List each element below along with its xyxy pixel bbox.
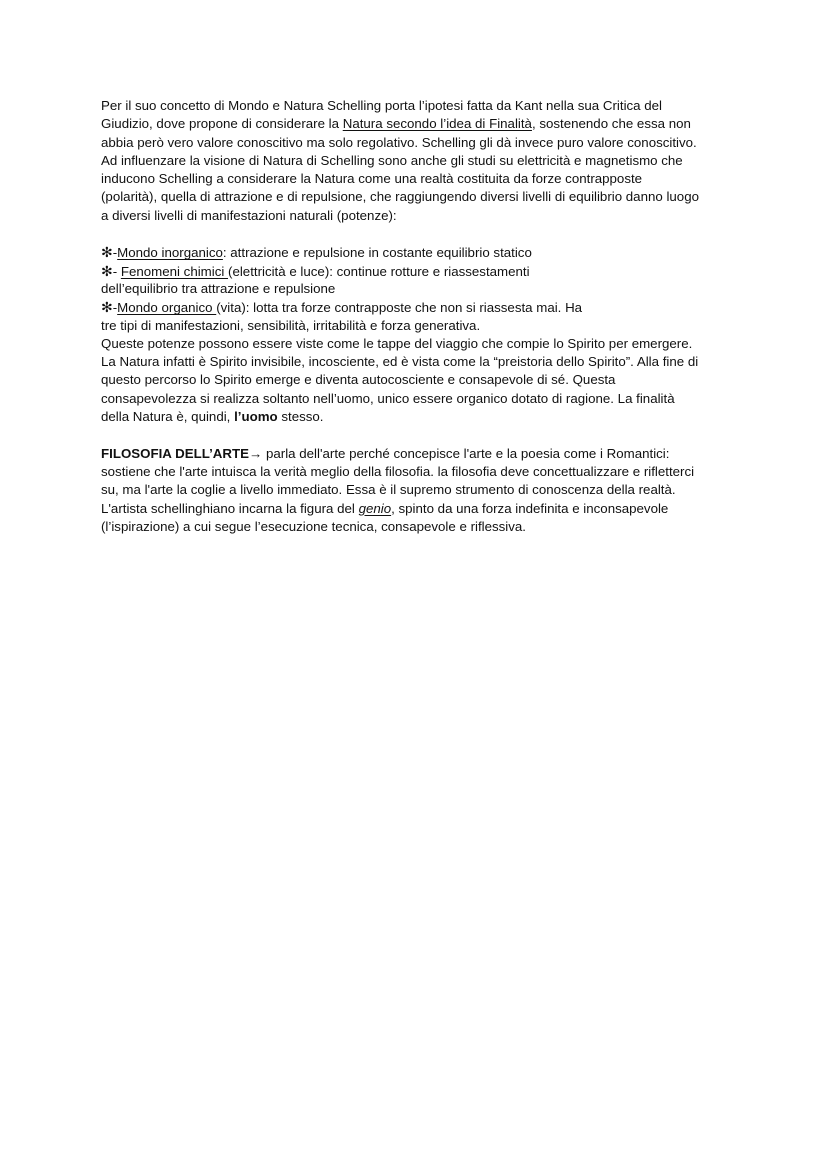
text-span: : attrazione e repulsione in costante equilibrio statico bbox=[222, 245, 532, 261]
paragraph-gap bbox=[101, 225, 741, 243]
italic-underlined-term: genio bbox=[358, 500, 392, 516]
text-span: parla dell'arte perché concepisce l'arte e la poesia come i Romantici: bbox=[262, 445, 670, 461]
text-line: consapevolezza si realizza soltanto nell’uomo, unico essere organico dotato di ragione. La finalità bbox=[101, 390, 675, 406]
paragraph-spirito bbox=[101, 335, 741, 426]
potenze-list bbox=[101, 243, 741, 334]
text-line: (polarità), quella di attrazione e di repulsione, che raggiungendo diversi livelli di equilibrio danno luogo bbox=[101, 189, 699, 205]
text-span: (elettricità e luce): continue rotture e riassestamenti bbox=[228, 263, 530, 279]
text-span: - bbox=[112, 245, 118, 261]
bold-term: l’uomo bbox=[234, 409, 278, 425]
text-span: stesso. bbox=[277, 409, 324, 425]
underlined-term: Fenomeni chimici bbox=[120, 263, 229, 279]
paragraph-filosofia-arte bbox=[101, 445, 741, 536]
asterisk-bullet-icon: ✻ bbox=[101, 299, 113, 316]
text-span: - bbox=[112, 300, 118, 316]
text-line: questo percorso lo Spirito emerge e diventa autocosciente e consapevole di sé. Questa bbox=[101, 372, 616, 388]
text-span: , sostenendo che essa non bbox=[531, 116, 691, 132]
asterisk-bullet-icon: ✻ bbox=[101, 262, 113, 279]
text-line: abbia però vero valore conoscitivo ma solo regolativo. Schelling gli dà invece puro valore conoscitivo. bbox=[101, 134, 697, 150]
text-span: - bbox=[112, 263, 121, 279]
text-line: Per il suo concetto di Mondo e Natura Schelling porta l’ipotesi fatta da Kant nella sua Critica del bbox=[101, 98, 663, 113]
text-line bbox=[101, 408, 741, 426]
asterisk-bullet-icon: ✻ bbox=[101, 244, 113, 261]
list-item bbox=[101, 262, 741, 280]
text-line: a diversi livelli di manifestazioni naturali (potenze): bbox=[101, 207, 397, 223]
section-heading: FILOSOFIA DELL’ARTE bbox=[101, 445, 249, 461]
text-line: Ad influenzare la visione di Natura di Schelling sono anche gli studi su elettricità e magnetismo che bbox=[101, 152, 683, 168]
text-span: della Natura è, quindi, bbox=[101, 409, 235, 425]
underlined-term: Mondo organico bbox=[117, 300, 217, 316]
text-line: sostiene che l'arte intuisca la verità meglio della filosofia. la filosofia deve concettualizzare e rifletterci bbox=[101, 463, 695, 479]
text-line: La Natura infatti è Spirito invisibile, incosciente, ed è vista come la “preistoria dello Spirito”. Alla fine di bbox=[101, 354, 699, 370]
list-item-continuation: dell’equilibrio tra attrazione e repulsione bbox=[101, 280, 336, 296]
text-span: L'artista schellinghiano incarna la figura del bbox=[101, 500, 359, 516]
text-line bbox=[101, 445, 741, 463]
text-line bbox=[101, 115, 741, 133]
arrow-right-icon: → bbox=[249, 445, 263, 461]
text-line: (l’ispirazione) a cui segue l’esecuzione tecnica, consapevole e riflessiva. bbox=[101, 518, 526, 534]
underlined-term: Mondo inorganico bbox=[117, 245, 223, 261]
paragraph-natura bbox=[101, 97, 741, 225]
paragraph-gap bbox=[101, 426, 741, 444]
list-item-continuation: tre tipi di manifestazioni, sensibilità, irritabilità e forza generativa. bbox=[101, 317, 481, 333]
text-span: , spinto da una forza indefinita e inconsapevole bbox=[391, 500, 669, 516]
text-line: inducono Schelling a considerare la Natura come una realtà costituita da forze contrapposte bbox=[101, 171, 643, 187]
text-span: (vita): lotta tra forze contrapposte che non si riassesta mai. Ha bbox=[216, 300, 583, 316]
list-item bbox=[101, 243, 741, 261]
text-line: Queste potenze possono essere viste come le tappe del viaggio che compie lo Spirito per emergere. bbox=[101, 335, 693, 351]
text-span: Giudizio, dove propone di considerare la bbox=[101, 116, 343, 132]
underlined-term: Natura secondo l’idea di Finalità bbox=[342, 116, 532, 132]
document-body bbox=[101, 97, 741, 536]
text-line bbox=[101, 500, 741, 518]
list-item bbox=[101, 298, 741, 316]
text-line: su, ma l'arte la coglie a livello immediato. Essa è il supremo strumento di conoscenza della realtà. bbox=[101, 482, 676, 498]
